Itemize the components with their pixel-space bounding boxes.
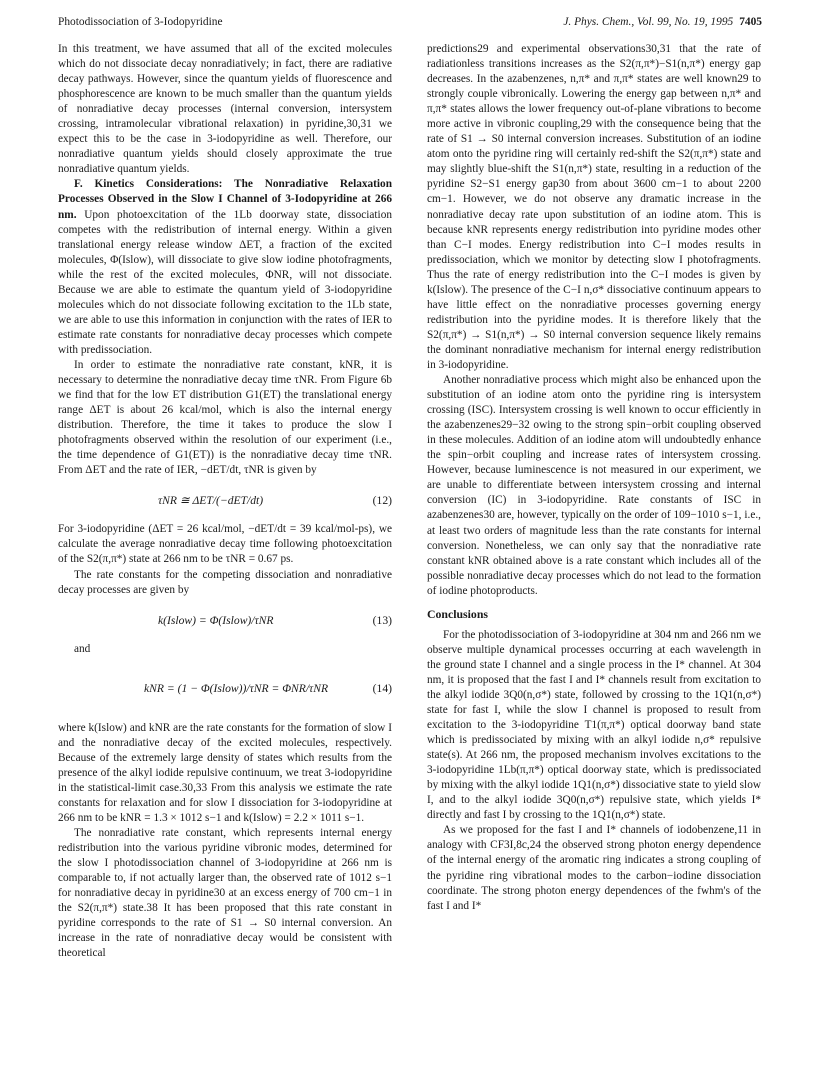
equation-12 — [58, 484, 392, 518]
paragraph: The nonradiative rate constant, which represents internal energy redistribution into the various pyridine vibronic modes, determined for the slow I photodissociation channel of 3-iodopyridine at 266 nm is comparable to, if not actually larger than, the observed rate of 1012 s−1 for nonradiative decay in pyridine30 at an excess energy of 700 cm−1 in the S2(π,π*) state.38 It has been proposed that this rate constant in pyridine corresponds to the rate of S1 → S0 internal conversion. An increase in the rate of nonradiative decay would be consistent with theoretical — [58, 826, 392, 960]
left-column — [58, 42, 392, 961]
equation-body: k(Islow) = Φ(Islow)/τNR — [158, 613, 274, 627]
equation-body: kNR = (1 − Φ(Islow))/τNR = ΦNR/τNR — [144, 681, 329, 695]
paragraph: In order to estimate the nonradiative rate constant, kNR, it is necessary to determine the nonradiative decay time τNR. From Figure 6b we find that for the low ET distribution G1(ET) the translational energy range ΔET is about 26 kcal/mol, which is also the internal energy distribution. Therefore, the time it takes to produce the slow I photofragments observed within the resolution of our experiment (i.e., the time dependence of G1(ET)) is the nonradiative decay time τNR. From ΔET and the rate of IER, −dET/dt, τNR is given by — [58, 358, 392, 477]
equation-14 — [58, 665, 392, 713]
equation-number: (12) — [372, 494, 392, 508]
equation-body: τNR ≅ ΔET/(−dET/dt) — [158, 494, 264, 508]
paragraph: For the photodissociation of 3-iodopyridine at 304 nm and 266 nm we observe multiple dynamical processes occurring at each wavelength in the ground state I channel and a single process in the I* channel. At 304 nm, it is proposed that the fast I and I* channels result from excitation to the alkyl iodide 3Q0(n,σ*) state, followed by crossing to the 1Q1(n,σ*) state for fast I, while the slow I channel is proposed to result from excitation to the 3-iodopyridine T1(π,π*) optical doorway band state which is predissociated by mixing with an alkyl iodide n,σ* repulsive state(s). At 266 nm, the proposed mechanism involves excitations to the 3-iodopyridine 1Lb(π,π*) optical doorway state, which is predissociated by mixing with the alkyl iodide 1Q1(n,σ*) dissociative state to yield slow I, and to the alkyl iodide 3Q0(n,σ*) repulsive state, which yields I* directly and fast I by crossing to the 1Q1(n,σ*) state. — [427, 628, 761, 822]
paragraph: Another nonradiative process which might also be enhanced upon the substitution of an iodine atom onto the pyridine ring is intersystem crossing (ISC). Intersystem crossing is well known to occur efficiently in the azabenzenes29−32 owing to the strong spin−orbit coupling observed in these molecules. Addition of an iodine atom will undoubtedly enhance the spin−orbit coupling and increase rates of intersystem crossing. However, because luminescence is not measured in our experiment, we are unable to differentiate between intersystem crossing and internal conversion (IC) in 3-iodopyridine. Rate constants of ISC in azabenzenes30 are, however, typically on the order of 109−1010 s−1, i.e., at least two orders of magnitude less than the rate constants for internal conversion. Nonetheless, we can only say that the nonradiative rate constant kNR obtained above is a rate constant which includes all of the possible nonradiative decay processes which do not lead to the formation of iodine photoproducts. — [427, 374, 761, 597]
journal-name: J. Phys. Chem., Vol. 99, No. 19, 1995 — [563, 16, 734, 28]
paragraph: For 3-iodopyridine (ΔET = 26 kcal/mol, −dET/dt = 39 kcal/mol-ps), we calculate the average nonradiative decay time following photoexcitation of the S2(π,π*) state at 266 nm to be τNR = 0.67 ps. — [58, 523, 392, 566]
page-number: 7405 — [739, 16, 762, 28]
paragraph: In this treatment, we have assumed that all of the excited molecules which do not dissociate decay nonradiatively; in fact, there are radiative decay pathways. However, since the quantum yields of fluorescence and phosphorescence are known to be much smaller than the quantum yields of nonradiative decay processes (internal conversion, intersystem crossing, intramolecular vibrational relaxation) in pyridine,30,31 we expect this to be the case in 3-iodopyridine as well. Therefore, our nonradiative quantum yields should closely approximate the true nonradiative quantum yields. — [58, 43, 392, 176]
journal-citation — [563, 14, 762, 30]
running-title: Photodissociation of 3-Iodopyridine — [58, 16, 223, 28]
conjunction-text: and — [74, 642, 91, 655]
section-heading: F. Kinetics Considerations: The Nonradiative Relaxation Processes Observed in the Slow I Channel of 3-Iodopyridine at 266 nm. — [58, 178, 392, 221]
conclusions-heading: Conclusions — [427, 606, 488, 621]
paragraph-body: Upon photoexcitation of the 1Lb doorway state, dissociation competes with the redistribution of internal energy. Within a given translational energy release window ΔET, a fraction of the excited molecules, Φ(Islow), will dissociate to give slow iodine photofragments, while the rest of the excited molecules, ΦNR, will not dissociate. Because we are able to estimate the quantum yield of 3-iodopyridine molecules which do not dissociate following excitation to the 1Lb state, we are able to use this information in conjunction with the rates of IER to estimate rate constants for nonradiative decay processes which compete with predissociation. — [58, 208, 392, 356]
paragraph: As we proposed for the fast I and I* channels of iodobenzene,11 in analogy with CF3I,8c,24 the observed strong photon energy dependence of the internal energy of the aromatic ring indicates a strong coupling of the pyridine ring vibrational modes to the carbon−iodine dissociation coordinate. The strong photon energy dependences of the fwhm's of the fast I and I* — [427, 824, 761, 912]
paragraph: where k(Islow) and kNR are the rate constants for the formation of slow I and the nonradiative decay of the excited molecules, respectively. Because of the extremely large density of states which results from the presence of the alkyl iodide repulsive continuum, we treat 3-iodopyridine in the statistical-limit case.30,33 From this analysis we estimate the rate constants for relaxation and for slow I dissociation for 3-iodopyridine at 266 nm to be kNR = 1.3 × 1012 s−1 and k(Islow) = 2.2 × 1011 s−1. — [58, 721, 392, 824]
paragraph-kinetics — [58, 177, 392, 358]
paragraph: predictions29 and experimental observations30,31 that the rate of radiationless transitions increases as the S2(π,π*)−S1(n,π*) energy gap decreases. In the azabenzenes, n,π* and π,π* states are well known29 to strongly couple vibronically. Lowering the energy gap between n,π* and π,π* states allows the lower frequency out-of-plane vibrations to become more active in vibronic coupling,29 with the consequence being that the rate of S1 → S0 internal conversion increases. Substitution of an iodine atom onto the pyridine ring will certainly red-shift the S2(π,π*) state and may slightly blue-shift the S1(n,π*) state, resulting in a reduction of the pyridine S2−S1 energy gap30 from about 3600 cm−1 to about 2200 cm−1. However, we do not observe any dramatic increase in the nonradiative decay rate upon substitution of an iodine atom. This is because kNR represents energy redistribution into pyridine modes other than C−I modes. Energy redistribution into C−I modes results in predissociation, which we monitor by detecting slow I photofragments. Thus the rate of energy redistribution into the C−I modes is given by k(Islow). The presence of the C−I n,σ* dissociative continuum appears to have little effect on the nonradiative processes governing energy redistribution into the pyridine modes. It is therefore likely that the S2(π,π*) → S1(n,π*) → S0 internal conversion sequence likely remains the dominant nonradiative mechanism for internal energy redistribution in 3-iodopyridine. — [427, 43, 761, 371]
right-column — [427, 42, 761, 914]
page-header — [58, 14, 762, 30]
equation-number: (13) — [372, 613, 392, 627]
paragraph: The rate constants for the competing dissociation and nonradiative decay processes are given by — [58, 568, 392, 596]
equation-13 — [58, 604, 392, 638]
equation-number: (14) — [372, 681, 392, 695]
